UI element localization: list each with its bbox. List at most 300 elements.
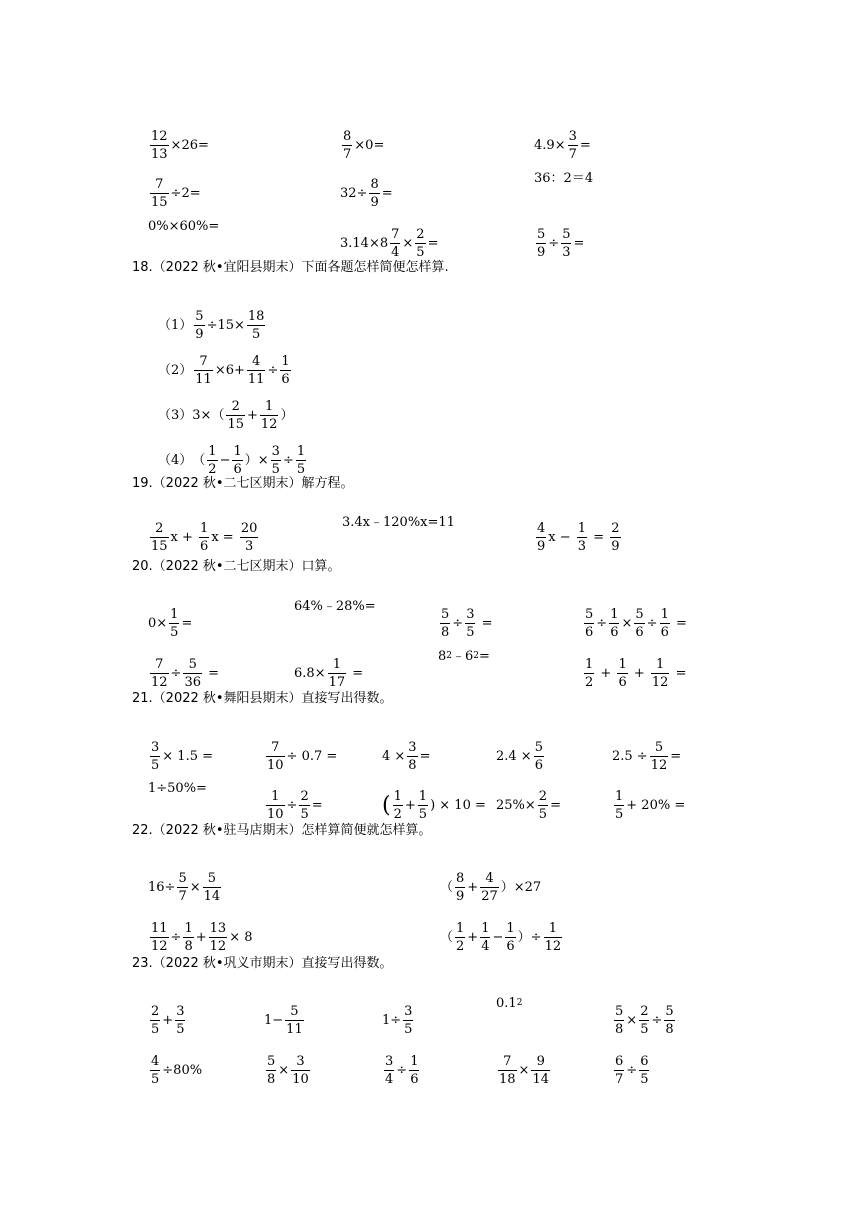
- denominator: 8: [267, 1072, 276, 1087]
- expression-text: ×0=: [354, 138, 385, 153]
- denominator: 10: [292, 1072, 309, 1087]
- fraction: [177, 872, 187, 903]
- expression: [582, 608, 687, 639]
- expression-text: +: [467, 930, 479, 945]
- denominator: 6: [281, 372, 290, 387]
- expression: [496, 741, 546, 772]
- numerator: 1: [506, 921, 515, 936]
- fraction: [291, 1055, 310, 1086]
- fraction: [247, 310, 266, 341]
- expression: [534, 228, 584, 259]
- numerator: 5: [178, 871, 187, 886]
- fraction: [639, 1005, 649, 1036]
- fraction: [584, 658, 594, 689]
- numerator: 5: [188, 657, 197, 672]
- numerator: 6: [615, 1054, 624, 1069]
- numerator: 1: [200, 521, 209, 536]
- expression-text: ) × 10 =: [430, 798, 486, 813]
- denominator: 8: [615, 1022, 624, 1037]
- expression-text: 0×: [148, 616, 168, 631]
- expression-text: 3×（: [192, 408, 225, 423]
- numerator: 5: [537, 227, 546, 242]
- numerator: 4: [151, 1054, 160, 1069]
- denominator: 7: [343, 147, 352, 162]
- fraction: [418, 790, 428, 821]
- expression: [148, 782, 207, 795]
- expression-text: ÷: [651, 1013, 663, 1028]
- numerator: 7: [199, 354, 208, 369]
- fraction: [150, 1055, 160, 1086]
- numerator: 2: [231, 399, 240, 414]
- fraction: [150, 130, 169, 161]
- equation: [534, 522, 623, 553]
- denominator: 12: [650, 758, 668, 773]
- fraction: [183, 922, 193, 953]
- fraction: [480, 872, 499, 903]
- expression-text: ）: [280, 408, 294, 423]
- denominator: 13: [151, 147, 168, 162]
- fraction: [465, 608, 475, 639]
- expression-text: =: [671, 666, 687, 681]
- denominator: 5: [296, 462, 306, 477]
- expression-text: −: [492, 930, 504, 945]
- question-23-heading: 23.（2022 秋•巩义市期末）直接写出得数。: [132, 956, 393, 971]
- numerator: 1: [281, 354, 290, 369]
- fraction: [280, 355, 290, 386]
- numerator: 3: [466, 607, 475, 622]
- denominator: 9: [370, 195, 379, 210]
- numerator: 5: [267, 1054, 276, 1069]
- fraction: [651, 658, 670, 689]
- numerator: 1: [418, 789, 428, 804]
- expression-text: +: [162, 1013, 174, 1028]
- exponent: 2: [473, 651, 480, 661]
- denominator: 8: [441, 625, 450, 640]
- fraction: [299, 790, 309, 821]
- numerator: 3: [176, 1004, 185, 1019]
- numerator: 4: [252, 354, 261, 369]
- expression-text: ÷: [452, 616, 464, 631]
- denominator: 2: [456, 939, 465, 954]
- expression: [496, 1055, 552, 1086]
- fraction: [296, 445, 306, 476]
- fraction: [150, 658, 169, 689]
- fraction: [285, 1005, 304, 1036]
- numerator: 3: [385, 1054, 394, 1069]
- denominator: 5: [151, 1072, 160, 1087]
- fraction: [531, 1055, 550, 1086]
- expression: [382, 1005, 415, 1036]
- expression-text: ÷: [282, 453, 294, 468]
- fraction: [614, 1055, 624, 1086]
- numerator: 3: [271, 444, 280, 459]
- expression: [340, 178, 393, 209]
- numerator: 1: [577, 521, 587, 536]
- fraction: [609, 608, 619, 639]
- numerator: 1: [233, 444, 242, 459]
- expression-text: 0%×60%=: [148, 219, 220, 234]
- fraction: [650, 741, 669, 772]
- numerator: 11: [151, 921, 168, 936]
- denominator: 11: [286, 1022, 303, 1037]
- expression-text: ÷: [396, 1063, 408, 1078]
- expression: [148, 1005, 187, 1036]
- numerator: 1: [184, 921, 193, 936]
- denominator: 2: [393, 807, 402, 822]
- expression-text: ×26=: [170, 138, 209, 153]
- expression-text: 2.5 ÷: [612, 749, 648, 764]
- numerator: 3: [296, 1054, 305, 1069]
- expression-text: 6.8×: [294, 666, 326, 681]
- numerator: 5: [207, 871, 217, 886]
- fraction: [455, 872, 465, 903]
- expression: [382, 790, 486, 821]
- fraction: [194, 310, 204, 341]
- fraction: [150, 922, 169, 953]
- expression-text: ×: [402, 236, 414, 251]
- denominator: 14: [532, 1072, 549, 1087]
- fraction: [480, 922, 490, 953]
- expression: [612, 1055, 651, 1086]
- numerator: 5: [635, 607, 644, 622]
- denominator: 5: [466, 625, 475, 640]
- expression-text: ÷: [267, 363, 279, 378]
- expression-text: +: [404, 798, 416, 813]
- expression: [340, 228, 438, 259]
- denominator: 9: [456, 889, 465, 904]
- fraction: [266, 1055, 276, 1086]
- expression-text: ÷: [548, 236, 560, 251]
- numerator: 1: [271, 789, 280, 804]
- denominator: 6: [506, 939, 515, 954]
- numerator: 8: [343, 129, 352, 144]
- expression-text: 3.4x﹣120%x=11: [342, 515, 455, 530]
- expression: [158, 355, 293, 386]
- equation: [342, 516, 455, 529]
- expression: [264, 1055, 312, 1086]
- expression-text: =: [348, 666, 364, 681]
- denominator: 5: [271, 462, 280, 477]
- expression-text: × 1.5 =: [162, 749, 214, 764]
- numerator: 4: [485, 871, 494, 886]
- question-21-heading: 21.（2022 秋•舞阳县期末）直接写出得数。: [132, 691, 393, 706]
- numerator: 2: [151, 1004, 160, 1019]
- expression-text: x +: [170, 530, 198, 545]
- numerator: 5: [290, 1004, 299, 1019]
- fraction: [226, 400, 245, 431]
- denominator: 6: [200, 539, 209, 554]
- numerator: 1: [393, 789, 402, 804]
- denominator: 9: [537, 539, 546, 554]
- expression-text: +: [596, 666, 616, 681]
- fraction: [614, 1005, 624, 1036]
- numerator: 6: [640, 1054, 649, 1069]
- expression: [148, 922, 252, 953]
- denominator: 18: [499, 1072, 516, 1087]
- expression-text: =: [381, 186, 393, 201]
- fraction: [407, 741, 417, 772]
- numerator: 7: [391, 227, 400, 242]
- denominator: 5: [416, 245, 425, 260]
- denominator: 5: [640, 1072, 649, 1087]
- expression-text: x −: [548, 530, 575, 545]
- expression-text: ×: [189, 880, 201, 895]
- expression: [438, 650, 490, 663]
- numerator: 1: [660, 607, 669, 622]
- expression-text: 25%×: [496, 798, 536, 813]
- denominator: 11: [247, 372, 265, 387]
- expression-text: ×: [621, 616, 633, 631]
- expression-text: =: [479, 649, 490, 664]
- expression-text: ）×: [244, 453, 269, 468]
- denominator: 10: [267, 807, 284, 822]
- fraction: [617, 658, 627, 689]
- numerator: 8: [370, 177, 379, 192]
- denominator: 6: [585, 625, 594, 640]
- numerator: 1: [296, 444, 306, 459]
- numerator: 1: [618, 657, 627, 672]
- fraction: [384, 1055, 394, 1086]
- expression-text: ÷: [596, 616, 608, 631]
- denominator: 7: [568, 147, 577, 162]
- denominator: 12: [209, 939, 227, 954]
- numerator: 18: [247, 309, 265, 324]
- numerator: 1: [208, 444, 217, 459]
- denominator: 6: [610, 625, 619, 640]
- fraction: [183, 658, 202, 689]
- numerator: 2: [538, 789, 548, 804]
- fraction: [505, 922, 515, 953]
- denominator: 5: [404, 1022, 413, 1037]
- expression-text: +: [247, 408, 258, 423]
- fraction: [260, 400, 279, 431]
- expression-text: ÷: [286, 798, 298, 813]
- expression-text: 4 ×: [382, 749, 406, 764]
- expression-text: ÷: [170, 930, 182, 945]
- denominator: 10: [267, 758, 284, 773]
- expression: [158, 400, 293, 431]
- fraction: [369, 178, 379, 209]
- fraction: [660, 608, 670, 639]
- expression-text: +: [629, 666, 649, 681]
- item-label: （2）: [158, 363, 193, 378]
- expression-text: (: [382, 792, 391, 818]
- expression-text: ×: [278, 1063, 290, 1078]
- fraction: [610, 522, 620, 553]
- denominator: 3: [577, 539, 587, 554]
- fraction: [199, 522, 209, 553]
- numerator: 3: [408, 740, 417, 755]
- numerator: 9: [536, 1054, 545, 1069]
- fraction: [342, 130, 352, 161]
- expression-text: −: [219, 453, 231, 468]
- expression-text: 3.14×8: [340, 236, 389, 251]
- fraction: [440, 608, 450, 639]
- exponent: 2: [516, 998, 523, 1008]
- fraction: [538, 790, 548, 821]
- expression-text: 1−: [264, 1013, 284, 1028]
- denominator: 7: [615, 1072, 624, 1087]
- numerator: 2: [300, 789, 309, 804]
- denominator: 3: [244, 539, 254, 554]
- expression: [294, 658, 363, 689]
- denominator: 5: [615, 807, 624, 822]
- item-label: （4）: [158, 453, 193, 468]
- expression-text: 36：2＝4: [534, 171, 594, 186]
- fraction: [209, 922, 228, 953]
- denominator: 14: [203, 889, 221, 904]
- expression: [148, 658, 219, 689]
- numerator: 7: [503, 1054, 512, 1069]
- denominator: 5: [538, 807, 548, 822]
- denominator: 6: [410, 1072, 419, 1087]
- expression-text: ×: [626, 1013, 638, 1028]
- expression-text: ×6+: [214, 363, 245, 378]
- numerator: 2: [611, 521, 620, 536]
- denominator: 9: [611, 539, 620, 554]
- denominator: 15: [151, 195, 168, 210]
- expression-text: + 20% =: [626, 798, 686, 813]
- expression: [534, 130, 591, 161]
- expression-text: x =: [211, 530, 238, 545]
- item-label: （3）: [158, 408, 193, 423]
- denominator: 12: [260, 417, 278, 432]
- expression: [294, 600, 376, 613]
- denominator: 5: [252, 327, 261, 342]
- expression: [612, 741, 681, 772]
- numerator: 5: [562, 227, 571, 242]
- fraction: [207, 445, 217, 476]
- denominator: 15: [227, 417, 244, 432]
- denominator: 5: [170, 625, 179, 640]
- expression: [440, 922, 564, 953]
- denominator: 5: [176, 1022, 185, 1037]
- numerator: 12: [151, 129, 168, 144]
- expression-text: 16÷: [148, 880, 176, 895]
- numerator: 1: [410, 1054, 419, 1069]
- expression: [382, 741, 430, 772]
- numerator: 5: [585, 607, 594, 622]
- denominator: 5: [640, 1022, 649, 1037]
- fraction: [498, 1055, 517, 1086]
- numerator: 5: [534, 740, 543, 755]
- numerator: 1: [170, 607, 179, 622]
- expression-text: =: [671, 616, 687, 631]
- denominator: 8: [408, 758, 417, 773]
- expression-text: =: [427, 236, 439, 251]
- expression-text: ×: [518, 1063, 530, 1078]
- fraction: [393, 790, 403, 821]
- fraction: [150, 1005, 160, 1036]
- question-18-heading: 18.（2022 秋•宜阳县期末）下面各题怎样简便怎样算.: [132, 260, 449, 275]
- expression-text: ÷80%: [162, 1063, 203, 1078]
- numerator: 5: [441, 607, 450, 622]
- fraction: [240, 522, 259, 553]
- numerator: 3: [568, 129, 577, 144]
- numerator: 1: [610, 607, 619, 622]
- expression-text: ÷15×: [206, 318, 245, 333]
- denominator: 5: [151, 758, 160, 773]
- expression-text: ÷: [170, 666, 182, 681]
- denominator: 5: [300, 807, 309, 822]
- numerator: 2: [640, 1004, 649, 1019]
- denominator: 27: [481, 889, 498, 904]
- fraction: [150, 178, 169, 209]
- fraction: [194, 355, 213, 386]
- fraction: [266, 790, 285, 821]
- denominator: 4: [481, 939, 490, 954]
- denominator: 2: [585, 675, 594, 690]
- expression-text: ）×27: [500, 880, 542, 895]
- expression-text: （: [440, 880, 454, 895]
- numerator: 1: [265, 399, 274, 414]
- expression-text: （: [440, 930, 454, 945]
- fraction: [415, 228, 425, 259]
- expression-text: =: [477, 616, 493, 631]
- expression-text: =: [181, 616, 193, 631]
- expression: [148, 130, 209, 161]
- fraction: [247, 355, 266, 386]
- expression-text: +: [195, 930, 207, 945]
- numerator: 5: [654, 740, 664, 755]
- expression: [438, 608, 493, 639]
- numerator: 5: [195, 309, 204, 324]
- expression-text: 32÷: [340, 186, 368, 201]
- fraction: [455, 922, 465, 953]
- denominator: 6: [618, 675, 627, 690]
- item-label: （1）: [158, 318, 193, 333]
- fraction: [584, 608, 594, 639]
- fraction: [614, 790, 624, 821]
- numerator: 1: [481, 921, 490, 936]
- expression-text: × 8: [229, 930, 253, 945]
- expression: [264, 741, 337, 772]
- denominator: 6: [635, 625, 644, 640]
- numerator: 1: [615, 789, 624, 804]
- expression-text: 2.4 ×: [496, 749, 532, 764]
- question-20-heading: 20.（2022 秋•二七区期末）口算。: [132, 559, 341, 574]
- expression: [148, 872, 223, 903]
- fraction: [271, 445, 281, 476]
- expression: [148, 741, 213, 772]
- denominator: 12: [544, 939, 562, 954]
- expression: [148, 1055, 202, 1086]
- expression-text: =: [550, 798, 561, 813]
- expression: [264, 790, 323, 821]
- expression-text: =: [204, 666, 220, 681]
- numerator: 1: [548, 921, 557, 936]
- question-19-heading: 19.（2022 秋•二七区期末）解方程。: [132, 476, 354, 491]
- denominator: 11: [195, 372, 212, 387]
- fraction: [403, 1005, 413, 1036]
- expression-text: =: [589, 530, 609, 545]
- denominator: 5: [418, 807, 428, 822]
- denominator: 9: [195, 327, 204, 342]
- fraction: [536, 522, 546, 553]
- expression-text: =: [579, 138, 591, 153]
- fraction: [150, 522, 169, 553]
- denominator: 3: [562, 245, 571, 260]
- denominator: 12: [151, 675, 168, 690]
- expression-text: 1÷: [382, 1013, 402, 1028]
- expression: [382, 1055, 421, 1086]
- fraction: [175, 1005, 185, 1036]
- expression-text: =: [573, 236, 585, 251]
- numerator: 8: [456, 871, 465, 886]
- expression-text: ÷ 0.7 =: [286, 749, 338, 764]
- denominator: 2: [208, 462, 217, 477]
- numerator: 2: [416, 227, 425, 242]
